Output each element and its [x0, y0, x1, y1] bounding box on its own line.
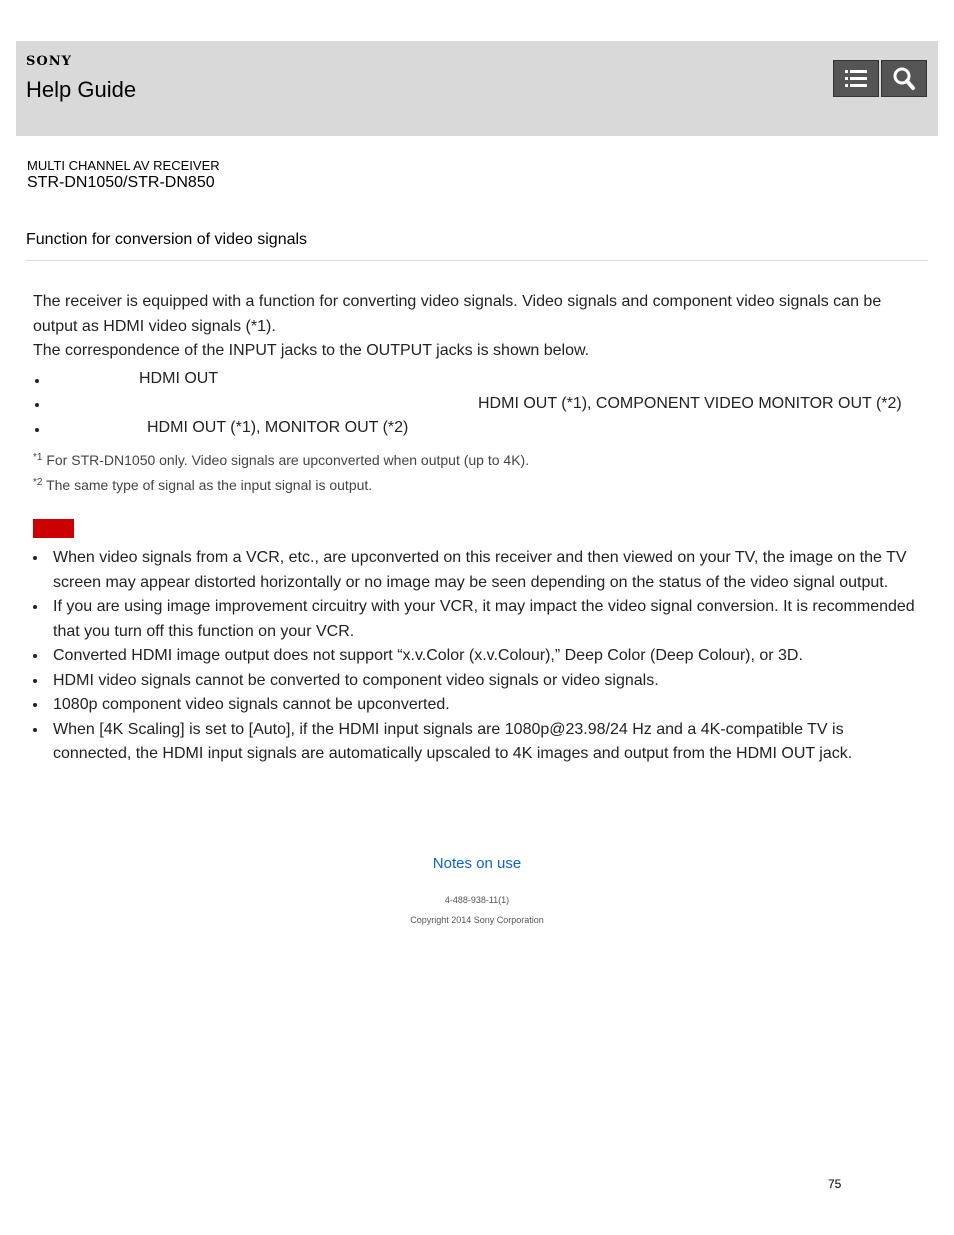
list-item: If you are using image improvement circuitry with your VCR, it may impact the video signal conversion. It is recommended that you turn off this function on your VCR. [33, 595, 923, 644]
table-of-contents-button[interactable] [833, 60, 879, 97]
list-item: 1080p component video signals cannot be upconverted. [33, 693, 923, 718]
list-icon [834, 61, 878, 96]
search-icon [882, 61, 926, 96]
list-item: HDMI video signals cannot be converted to component video signals or video signals. [33, 669, 923, 694]
help-guide-title: Help Guide [26, 77, 137, 102]
model-category: MULTI CHANNEL AV RECEIVER [27, 158, 220, 173]
page-number: 75 [828, 1177, 842, 1191]
list-item: Converted HDMI image output does not support “x.v.Color (x.v.Colour),” Deep Color (Deep Colour), or 3D. [33, 644, 923, 669]
notes-list [33, 546, 923, 767]
model-name: STR-DN1050/STR-DN850 [27, 174, 215, 191]
list-item: When video signals from a VCR, etc., are upconverted on this receiver and then viewed on your TV, the image on the TV screen may appear distorted horizontally or no image may be seen depending on the status of the video signal output. [33, 546, 923, 595]
intro-paragraph: The receiver is equipped with a function for converting video signals. Video signals and component video signals can be output as HDMI video signals (*1). [33, 293, 882, 335]
intro-paragraph: The correspondence of the INPUT jacks to the OUTPUT jacks is shown below. [33, 342, 590, 359]
document-number: 4-488-938-11(1) [444, 895, 510, 905]
correspondence-item: HDMI OUT [139, 370, 219, 387]
page-title: Function for conversion of video signals [26, 231, 308, 248]
notes-on-use-link[interactable]: Notes on use [432, 855, 522, 872]
intro-text [33, 290, 923, 364]
correspondence-item: HDMI OUT (*1), COMPONENT VIDEO MONITOR OUT (*2) [478, 395, 902, 412]
bullet-dot [35, 403, 39, 407]
search-button[interactable] [881, 60, 927, 97]
bullet-dot [35, 379, 39, 383]
bullet-dot [35, 428, 39, 432]
copyright: Copyright 2014 Sony Corporation [410, 915, 544, 925]
footnote-text: The same type of signal as the input signal is output. [46, 477, 373, 493]
title-divider [26, 260, 928, 261]
note-badge [33, 519, 74, 538]
footnote [33, 477, 372, 493]
footnote [33, 452, 529, 468]
footnote-mark: *1 [33, 452, 43, 463]
footnote-mark: *2 [33, 477, 43, 488]
sony-logo: SONY [26, 54, 72, 69]
header-bar [16, 41, 938, 136]
list-item: When [4K Scaling] is set to [Auto], if the HDMI input signals are 1080p@23.98/24 Hz and a 4K-compatible TV is connected, the HDMI input signals are automatically upscaled to 4K images and output from the HDMI OUT jack. [33, 718, 923, 767]
footnote-text: For STR-DN1050 only. Video signals are upconverted when output (up to 4K). [46, 452, 530, 468]
correspondence-item: HDMI OUT (*1), MONITOR OUT (*2) [147, 419, 409, 436]
